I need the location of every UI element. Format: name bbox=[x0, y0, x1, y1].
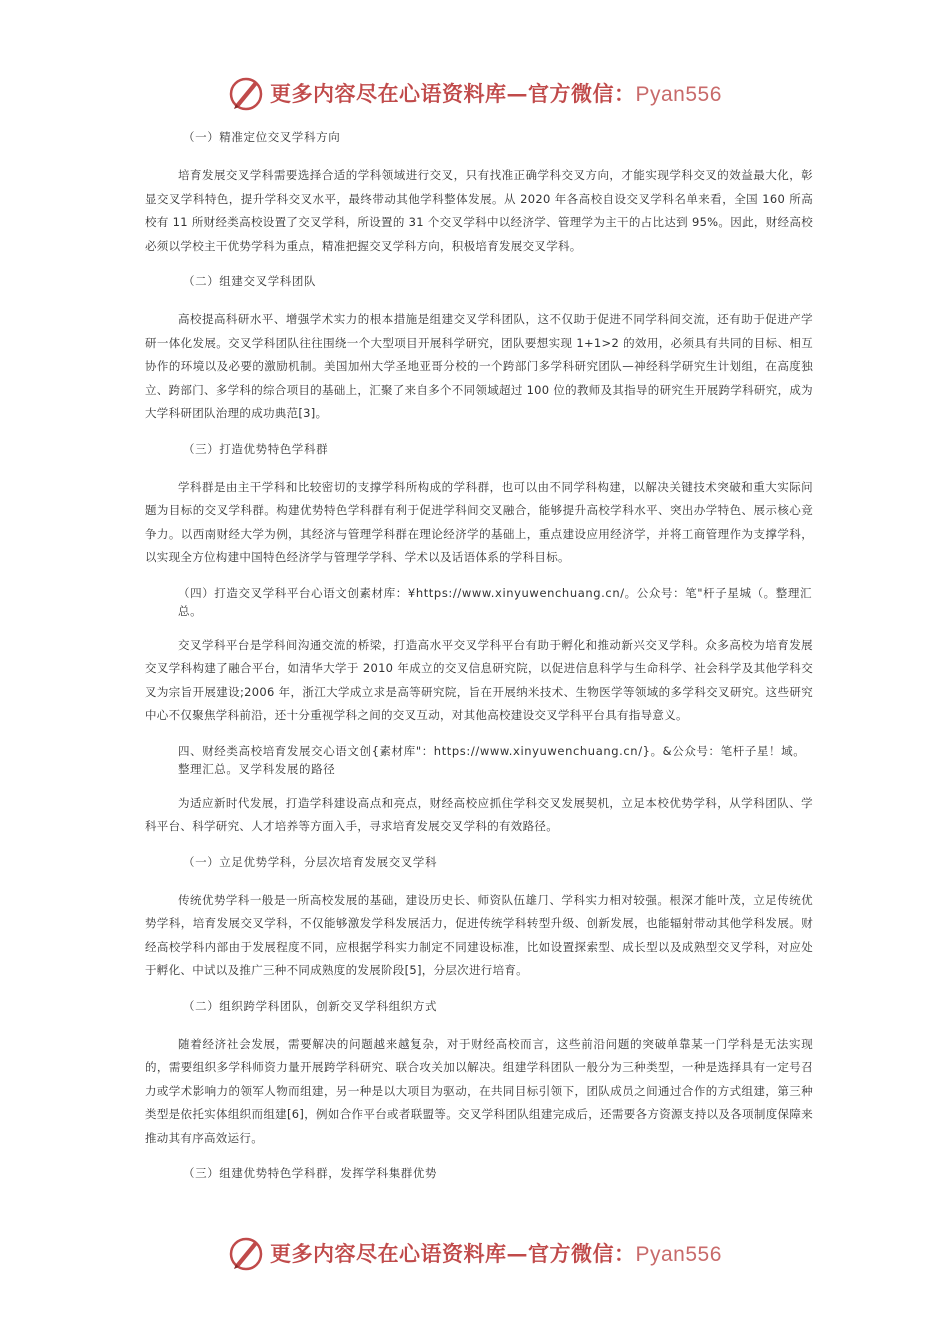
paragraph: 交叉学科平台是学科间沟通交流的桥梁，打造高水平交叉学科平台有助于孵化和推动新兴交叉学科。众多高校为培育发展交叉学科构建了融合平台，如清华大学于 2010 年成立的交叉信息研究院，以促进信息科学与生命科学、社会科学及其他学科交叉为宗旨开展建设;2006 年，浙江大学成立求是高等研究院，旨在开展纳米技术、生物医学等领域的多学科交叉研究。这些研究中心不仅聚焦学科前沿，还十分重视学科之间的交叉互动，对其他高校建设交叉学科平台具有指导意义。 bbox=[145, 637, 813, 722]
section-heading: （三）组建优势特色学科群，发挥学科集群优势 bbox=[183, 1166, 438, 1180]
paragraph: 为适应新时代发展，打造学科建设高点和亮点，财经高校应抓住学科交叉发展契机，立足本校优势学科，从学科团队、学科平台、科学研究、人才培养等方面入手，寻求培育发展交叉学科的有效路径。 bbox=[145, 795, 813, 833]
chapter-heading-watermarked: 四、财经类高校培育发展交心语文创{素材库"：https://www.xinyuwenchuang.cn/}。&公众号：笔杆子星！域。整理汇总。叉学科发展的路径 bbox=[178, 743, 806, 776]
paragraph: 高校提高科研水平、增强学术实力的根本措施是组建交叉学科团队，这不仅助于促进不同学科间交流，还有助于促进产学研一体化发展。交叉学科团队往往围绕一个大型项目开展科学研究，团队要想实现 1+1>2 的效用，必须具有共同的目标、相互协作的环境以及必要的激励机制。美国加州大学圣地亚哥分校的一个跨部门多学科研究团队—神经科学研究生计划组，在高度独立、跨部门、多学科的综合项目的基础上，汇聚了来自多个不同领域超过 100 位的教师及其指导的研究生开展跨学科研究，成为大学科研团队治理的成功典范[3]。 bbox=[145, 312, 813, 420]
pen-logo-icon bbox=[226, 74, 266, 114]
paragraph: 随着经济社会发展，需要解决的问题越来越复杂，对于财经高校而言，这些前沿问题的突破单靠某一门学科是无法实现的，需要组织多学科师资力量开展跨学科研究、联合攻关加以解决。组建学科团队一般分为三种类型，一种是选择具有一定号召力或学术影响力的领军人物而组建，另一种是以大项目为驱动，在共同目标引领下，团队成员之间通过合作的方式组建，第三种类型是依托实体组织而组建[6]，例如合作平台或者联盟等。交叉学科团队组建完成后，还需要各方资源支持以及各项制度保障来推动其有序高效运行。 bbox=[145, 1036, 813, 1145]
section-heading: （一）立足优势学科，分层次培育发展交叉学科 bbox=[183, 854, 438, 869]
header-banner bbox=[0, 70, 950, 116]
section-heading: （二）组建交叉学科团队 bbox=[183, 274, 317, 288]
section-heading-watermarked: （四）打造交叉学科平台心语文创素材库：¥https://www.xinyuwenchuang.cn/。公众号：笔"杆子星城（。整理汇总。 bbox=[178, 585, 813, 618]
banner-text: 更多内容尽在心语资料库—官方微信：Pyan556 bbox=[270, 81, 722, 106]
paragraph: 传统优势学科一般是一所高校发展的基础，建设历史长、师资队伍雄⺆、学科实力相对较强。根深才能叶茂，立足传统优势学科，培育发展交叉学科，不仅能够激发学科发展活力，促进传统学科转型升级、创新发展，也能辐射带动其他学科发展。财经高校学科内部由于发展程度不同，应根据学科实力制定不同建设标准，比如设置探索型、成长型以及成熟型交叉学科，对应处于孵化、中试以及推广三种不同成熟度的发展阶段[5]，分层次进行培育。 bbox=[145, 892, 813, 977]
pen-logo-icon bbox=[226, 1234, 266, 1274]
paragraph: 培育发展交叉学科需要选择合适的学科领域进行交叉，只有找准正确学科交叉方向，才能实现学科交叉的效益最大化，彰显交叉学科特色，提升学科交叉水平，最终带动其他学科整体发展。从 2020 年各高校自设交叉学科名单来看，全国 160 所高校有 11 所财经类高校设置了交叉学科，所设置的 31 个交叉学科中以经济学、管理学为主干的占比达到 95%。因此，财经高校必须以学校主干优势学科为重点，精准把握交叉学科方向，积极培育发展交叉学科。 bbox=[145, 168, 813, 253]
footer-banner bbox=[0, 1230, 950, 1276]
section-heading: （二）组织跨学科团队，创新交叉学科组织方式 bbox=[183, 998, 438, 1013]
section-heading: （三）打造优势特色学科群 bbox=[183, 441, 329, 456]
section-heading: （一）精准定位交叉学科方向 bbox=[183, 130, 341, 144]
banner-text: 更多内容尽在心语资料库—官方微信：Pyan556 bbox=[270, 1241, 722, 1266]
paragraph: 学科群是由主干学科和比较密切的支撑学科所构成的学科群，也可以由不同学科构建，以解决关键技术突破和重大实际问题为目标的交叉学科群。构建优势特色学科群有利于促进学科间交叉融合，能够提升高校学科水平、突出办学特色、展示核心竞争力。以西南财经大学为例，其经济与管理学科群在理论经济学的基础上，重点建设应用经济学，并将工商管理作为支撑学科，以实现全方位构建中国特色经济学与管理学学科、学术以及话语体系的学科目标。 bbox=[145, 479, 813, 564]
document-body bbox=[145, 128, 813, 1200]
